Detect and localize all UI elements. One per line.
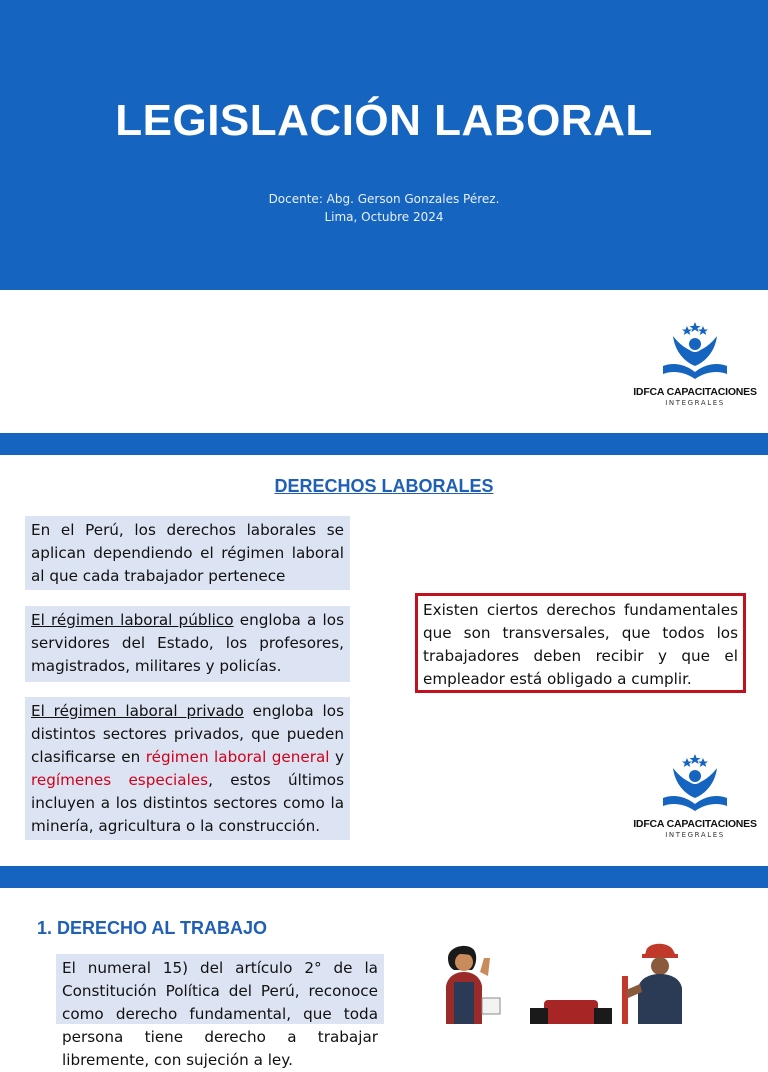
private-regime-text-3: , estos últimos incluyen a los distintos sectores como la minería, agricultura o la construcción. — [31, 771, 344, 835]
general-regime-highlight: régimen laboral general — [145, 748, 330, 766]
private-regime-box — [25, 697, 350, 840]
public-regime-text: engloba a los servidores del Estado, los profesores, magistrados, militares y policías. — [31, 611, 344, 675]
logo-name: IDFCA CAPACITACIONES — [633, 818, 757, 830]
idfca-logo-2 — [630, 754, 760, 846]
intro-box — [25, 516, 350, 590]
right-to-work-box — [56, 954, 384, 1069]
slide-top-band-2 — [0, 866, 768, 888]
private-regime-text-1: engloba los distintos sectores privados, que pueden clasificarse en — [31, 702, 344, 766]
public-regime-term: El régimen laboral público — [31, 611, 234, 629]
presentation-subtitle — [0, 190, 768, 226]
fundamental-rights-text: Existen ciertos derechos fundamentales que son transversales, que todos los trabajadores deben recibir y que el empleador está obligado a cumplir. — [423, 601, 738, 688]
private-regime-term: El régimen laboral privado — [31, 702, 244, 720]
idfca-emblem-icon — [659, 754, 731, 816]
logo-tagline: INTEGRALES — [665, 399, 725, 407]
logo-tagline: INTEGRALES — [665, 831, 725, 839]
workers-illustration — [420, 936, 720, 1024]
fundamental-rights-box — [415, 593, 746, 693]
slide-title-derechos: DERECHOS LABORALES — [274, 476, 494, 496]
intro-text: En el Perú, los derechos laborales se aplican dependiendo el régimen laboral al que cada trabajador pertenece — [31, 521, 344, 585]
slide-top-band — [0, 433, 768, 455]
teacher-line: Docente: Abg. Gerson Gonzales Pérez. — [268, 192, 500, 206]
place-date-line: Lima, Octubre 2024 — [324, 210, 444, 224]
slide-title-derecho-trabajo: 1. DERECHO AL TRABAJO — [37, 918, 268, 938]
workers-handshake-icon — [420, 936, 720, 1024]
idfca-logo — [630, 322, 760, 414]
presentation-title: LEGISLACIÓN LABORAL — [115, 96, 653, 145]
right-to-work-text: El numeral 15) del artículo 2° de la Constitución Política del Perú, reconoce como derecho fundamental, que toda persona tiene derecho a trabajar libremente, con sujeción a ley. — [62, 959, 378, 1069]
title-slide-header — [0, 0, 768, 290]
private-regime-text-2: y — [329, 748, 344, 766]
logo-name: IDFCA CAPACITACIONES — [633, 386, 757, 398]
idfca-emblem-icon — [659, 322, 731, 384]
public-regime-box — [25, 606, 350, 682]
special-regimes-highlight: regímenes especiales — [31, 771, 209, 789]
